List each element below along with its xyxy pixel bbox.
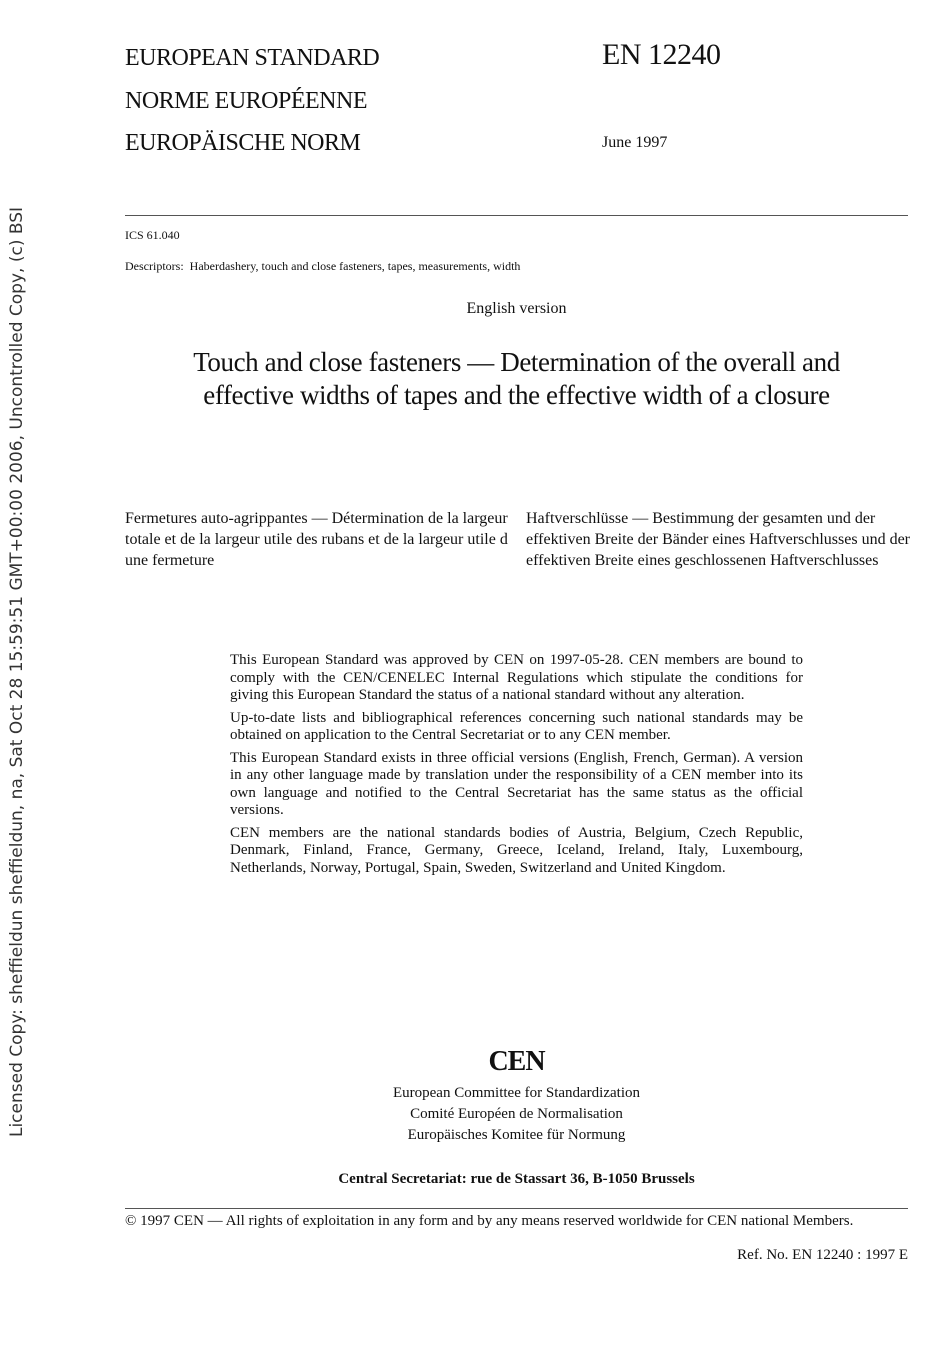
title-german: Haftverschlüsse — Bestimmung der gesamten und der effektiven Breite der Bänder eines Haftverschlusses und der effektiven Breite eines geschlossenen Haftverschlusses: [526, 510, 911, 569]
header-line-fr: NORME EUROPÉENNE: [125, 88, 367, 114]
approval-notes: [230, 652, 803, 882]
document-title: [125, 346, 908, 412]
header-divider: [125, 215, 908, 216]
central-secretariat: Central Secretariat: rue de Stassart 36, B-1050 Brussels: [338, 1171, 695, 1187]
note-paragraph: CEN members are the national standards bodies of Austria, Belgium, Czech Republic, Denmark, Finland, France, Germany, Greece, Iceland, Ireland, Italy, Luxembourg, Netherlands, Norway, Portugal, Spain, Sweden, Switzerland and United Kingdom.: [230, 824, 803, 876]
note-paragraph: This European Standard was approved by CEN on 1997-05-28. CEN members are bound to comply with the CEN/CENELEC Internal Regulations which stipulate the conditions for giving this European Standard the status of a national standard without any alteration.: [230, 652, 803, 703]
cen-names: [125, 1083, 908, 1146]
standard-number: EN 12240: [602, 38, 721, 71]
publication-date: June 1997: [602, 134, 668, 151]
language-version: English version: [466, 300, 567, 317]
license-watermark: Licensed Copy: sheffieldun sheffieldun, na, Sat Oct 28 15:59:51 GMT+00:00 2006, Uncontrolled Copy, (c) BSI: [7, 206, 27, 1138]
footer-divider: [125, 1208, 908, 1209]
cen-logo: CEN: [488, 1046, 545, 1077]
ics-code: ICS 61.040: [125, 228, 180, 242]
title-line-2: effective widths of tapes and the effective width of a closure: [203, 380, 830, 410]
descriptors: Descriptors: Haberdashery, touch and close fasteners, tapes, measurements, width: [125, 259, 521, 273]
title-line-1: Touch and close fasteners — Determination of the overall and: [193, 347, 840, 377]
header-line-de: EUROPÄISCHE NORM: [125, 130, 361, 156]
note-paragraph: This European Standard exists in three official versions (English, French, German). A version in any other language made by translation under the responsibility of a CEN member into its own language and notified to the Central Secretariat has the same status as the official versions.: [230, 749, 803, 818]
reference-number: Ref. No. EN 12240 : 1997 E: [737, 1247, 908, 1263]
note-paragraph: Up-to-date lists and bibliographical references concerning such national standards may be obtained on application to the Central Secretariat or to any CEN member.: [230, 709, 803, 743]
cen-name-de: Europäisches Komitee für Normung: [407, 1127, 626, 1143]
title-french: Fermetures auto-agrippantes — Détermination de la largeur totale et de la largeur utile des rubans et de la largeur utile d une fermeture: [125, 510, 508, 569]
cen-name-fr: Comité Européen de Normalisation: [410, 1106, 623, 1122]
cen-name-en: European Committee for Standardization: [392, 1085, 640, 1101]
copyright-notice: © 1997 CEN — All rights of exploitation in any form and by any means reserved worldwide for CEN national Members.: [125, 1213, 854, 1229]
header-line-en: EUROPEAN STANDARD: [125, 45, 380, 71]
